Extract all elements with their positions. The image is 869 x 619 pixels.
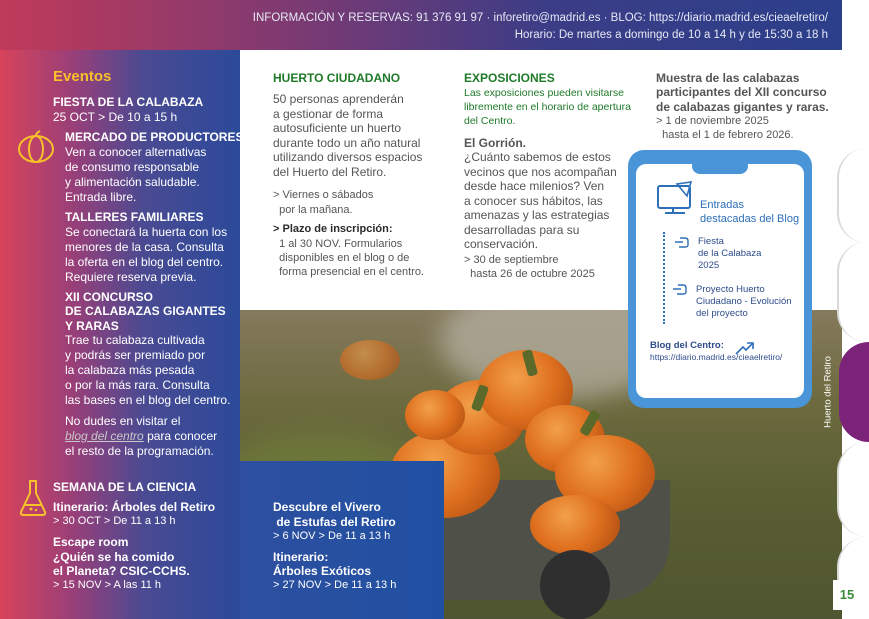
gorrion-line: conservación.: [464, 237, 539, 251]
huerto-schedule: por la mañana.: [273, 204, 353, 216]
visit-line: el resto de la programación.: [65, 444, 214, 458]
muestra-title: participantes del XII concurso: [656, 85, 827, 99]
side-tab[interactable]: [837, 242, 869, 342]
side-tab-label: Huerto del Retiro: [822, 356, 834, 428]
visit-line-2: blog del centro para conocer: [65, 429, 218, 443]
pumpkin-icon: [16, 130, 56, 164]
gorrion-line: vecinos que nos acompañan: [464, 165, 617, 179]
gorrion-date: > 30 de septiembre: [464, 254, 559, 266]
mercado-line: Entrada libre.: [65, 190, 137, 204]
ciencia-item-title: Escape room: [53, 535, 129, 549]
timeline-line: [663, 232, 665, 324]
mercado-line: Ven a conocer alternativas: [65, 145, 207, 159]
exposiciones-title: EXPOSICIONES: [464, 71, 555, 85]
concurso-title: XII CONCURSO: [65, 290, 154, 304]
blog-card-title: Entradas: [700, 199, 745, 211]
gorrion-line: amenazas y las estrategias: [464, 208, 610, 222]
huerto-line: durante todo un año natural: [273, 136, 421, 150]
computer-icon: [655, 180, 697, 218]
huerto-line: utilizando diversos espacios: [273, 150, 423, 164]
huerto-line: autosuficiente un huerto: [273, 121, 402, 135]
side-tab[interactable]: [837, 442, 869, 537]
gorrion-date: hasta 26 de octubre 2025: [464, 268, 595, 280]
concurso-line: o por la más rara. Consulta: [65, 378, 210, 392]
click-hand-icon: [733, 340, 757, 358]
ciencia-item-date: > 30 OCT > De 11 a 13 h: [53, 515, 176, 527]
ciencia-item-title: el Planeta? CSIC-CCHS.: [53, 564, 190, 578]
huerto-plazo-line: forma presencial en el centro.: [273, 266, 425, 278]
blog-label: Blog del Centro:: [650, 340, 724, 351]
huerto-plazo-label: > Plazo de inscripción:: [273, 223, 393, 235]
ciencia-item-date: > 6 NOV > De 11 a 13 h: [273, 530, 391, 542]
talleres-line: Requiere reserva previa.: [65, 270, 197, 284]
side-tab-active[interactable]: [839, 342, 869, 442]
ciencia-item-title: Árboles Exóticos: [273, 564, 372, 578]
mercado-line: y alimentación saludable.: [65, 175, 200, 189]
concurso-title: DE CALABAZAS GIGANTES: [65, 304, 226, 318]
ciencia-item-title: ¿Quién se ha comido: [53, 550, 175, 564]
huerto-line: 50 personas aprenderán: [273, 92, 404, 106]
page-number: 15: [833, 580, 861, 610]
muestra-date: hasta el 1 de febrero 2026.: [656, 129, 794, 141]
huerto-line: del Huerto del Retiro.: [273, 165, 387, 179]
gorrion-line: desarrolladas para su: [464, 223, 580, 237]
gorrion-line: a conocer sus hábitos, las: [464, 194, 603, 208]
blog-card-title: destacadas del Blog: [700, 213, 800, 225]
gorrion-title: El Gorrión.: [464, 136, 527, 150]
blog-entry-line[interactable]: 2025: [698, 260, 720, 271]
concurso-line: las bases en el blog del centro.: [65, 393, 231, 407]
ciencia-item-title: Itinerario:: [273, 550, 329, 564]
ciencia-item-title: Itinerario: Árboles del Retiro: [53, 500, 216, 514]
header-contact: INFORMACIÓN Y RESERVAS: 91 376 91 97 · inforetiro@madrid.es · BLOG: https://diario.madrid.es/cieaelretiro/: [252, 12, 828, 24]
ciencia-item-date: > 27 NOV > De 11 a 13 h: [273, 579, 397, 591]
eventos-title: Eventos: [53, 68, 112, 85]
concurso-line: la calabaza más pesada: [65, 363, 195, 377]
pointer-hand-icon[interactable]: [671, 282, 689, 296]
concurso-line: Trae tu calabaza cultivada: [65, 333, 205, 347]
concurso-line: y podrás ser premiado por: [65, 348, 206, 362]
ciencia-title: SEMANA DE LA CIENCIA: [53, 480, 197, 494]
blog-link[interactable]: blog del centro: [65, 429, 144, 443]
huerto-line: a gestionar de forma: [273, 107, 384, 121]
blog-url[interactable]: https://diario.madrid.es/cieaelretiro/: [650, 352, 783, 362]
ciencia-item-title: Descubre el Vivero: [273, 500, 381, 514]
ciencia-item-date: > 15 NOV > A las 11 h: [53, 579, 162, 591]
muestra-title: Muestra de las calabazas: [656, 71, 800, 85]
fiesta-date: 25 OCT > De 10 a 15 h: [53, 110, 178, 124]
gorrion-line: ¿Cuánto sabemos de estos: [464, 150, 611, 164]
exposiciones-note: Las exposiciones pueden visitarse: [464, 87, 624, 99]
exposiciones-note: libremente en el horario de apertura: [464, 101, 631, 113]
exposiciones-note: del Centro.: [464, 115, 516, 127]
header-bar: [0, 0, 842, 50]
gorrion-line: desde hace milenios? Ven: [464, 179, 605, 193]
side-tab[interactable]: [837, 148, 869, 243]
huerto-title: HUERTO CIUDADANO: [273, 71, 401, 85]
fiesta-title: FIESTA DE LA CALABAZA: [53, 95, 204, 109]
blog-entry-line[interactable]: de la Calabaza: [698, 248, 762, 259]
blog-entry-line[interactable]: Ciudadano - Evolución: [696, 296, 792, 307]
concurso-title: Y RARAS: [65, 319, 119, 333]
flask-icon: [18, 478, 48, 518]
talleres-line: la oferta en el blog del centro.: [65, 255, 224, 269]
huerto-plazo-line: disponibles en el blog o de: [273, 252, 410, 264]
huerto-plazo-line: 1 al 30 NOV. Formularios: [273, 238, 403, 250]
header-hours: Horario: De martes a domingo de 10 a 14 h y de 15:30 a 18 h: [514, 29, 828, 41]
talleres-title: TALLERES FAMILIARES: [65, 210, 204, 224]
mercado-line: de consumo responsable: [65, 160, 200, 174]
blog-entry-line[interactable]: del proyecto: [696, 308, 748, 319]
blog-entry-line[interactable]: Fiesta: [698, 236, 724, 247]
ciencia-item-title: de Estufas del Retiro: [273, 515, 396, 529]
talleres-line: Se conectará la huerta con los: [65, 225, 228, 239]
talleres-line: menores de la casa. Consulta: [65, 240, 224, 254]
mercado-title: MERCADO DE PRODUCTORES: [65, 130, 244, 144]
pointer-hand-icon[interactable]: [673, 235, 691, 249]
huerto-schedule: > Viernes o sábados: [273, 189, 374, 201]
visit-line: No dudes en visitar el: [65, 414, 181, 428]
muestra-date: > 1 de noviembre 2025: [656, 115, 769, 127]
blog-entry-line[interactable]: Proyecto Huerto: [696, 284, 765, 295]
muestra-title: de calabazas gigantes y raras.: [656, 100, 829, 114]
